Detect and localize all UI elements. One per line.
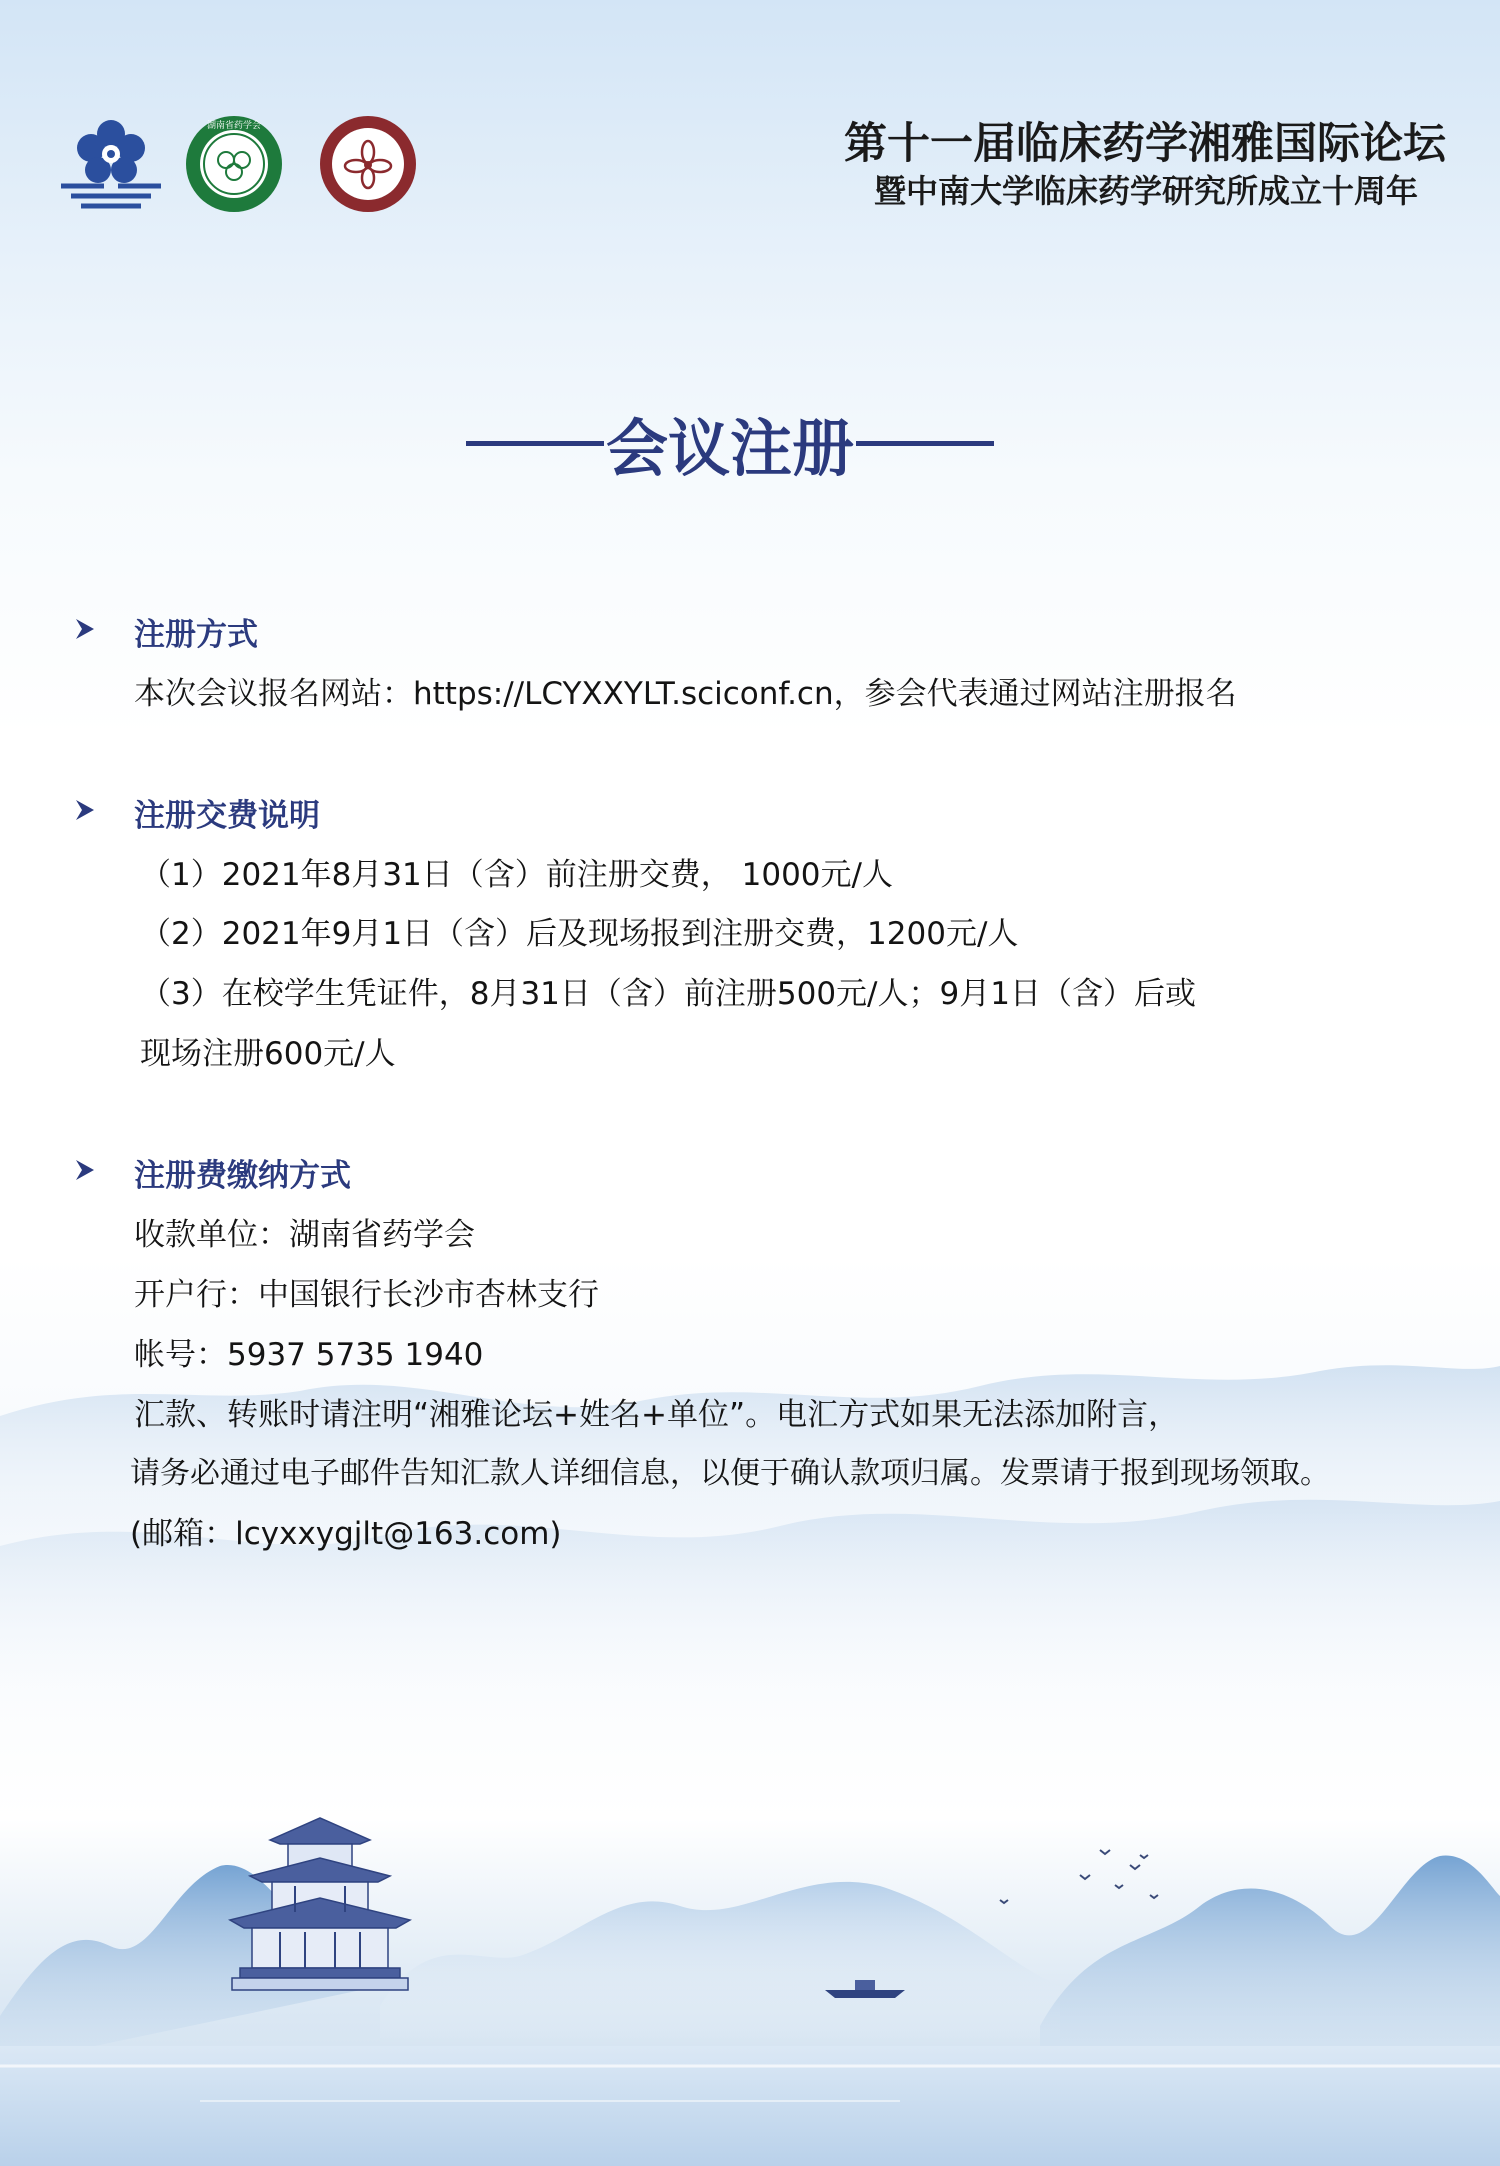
birds-icon: [980, 1840, 1180, 1930]
bank-line: 开户行：中国银行长沙市杏林支行: [134, 1277, 599, 1313]
logo-group: [56, 112, 426, 212]
email-address-line: (邮箱：lcyxxygjlt@163.com): [130, 1516, 562, 1552]
arrow-bullet-icon: [72, 616, 98, 642]
hunan-pharmaceutical-association-logo-icon: [184, 114, 284, 214]
title-dash-left: [466, 441, 604, 446]
fee-line-4: 现场注册600元/人: [140, 1036, 396, 1072]
fee-line-1: （1）2021年8月31日（含）前注册交费， 1000元/人: [140, 857, 893, 893]
email-instruction-line: 请务必通过电子邮件告知汇款人详细信息，以便于确认款项归属。发票请于报到现场领取。: [130, 1456, 1330, 1491]
arrow-bullet-icon: [72, 797, 98, 823]
registration-website-line: 本次会议报名网站：https://LCYXXYLT.sciconf.cn，参会代表通过网站注册报名: [134, 676, 1237, 712]
title-dash-right: [856, 441, 994, 446]
page-title-block: [0, 398, 1460, 488]
fee-line-2: （2）2021年9月1日（含）后及现场报到注册交费，1200元/人: [140, 916, 1019, 952]
flower-logo-icon: [56, 112, 166, 212]
conference-subtitle: 暨中南大学临床药学研究所成立十周年: [873, 172, 1418, 210]
payee-line: 收款单位：湖南省药学会: [134, 1217, 475, 1253]
clinical-pharmacy-seal-logo-icon: [318, 114, 418, 214]
section-heading-registration-method: 注册方式: [134, 617, 258, 653]
page-title: 会议注册: [605, 411, 854, 485]
remittance-note-line: 汇款、转账时请注明“湘雅论坛+姓名+单位”。电汇方式如果无法添加附言，: [134, 1397, 1180, 1433]
arrow-bullet-icon: [72, 1157, 98, 1183]
pavilion-tower-icon: [210, 1810, 430, 2020]
section-heading-fee-description: 注册交费说明: [134, 798, 320, 834]
boat-icon: [820, 1970, 910, 2000]
account-number-line: 帐号：5937 5735 1940: [134, 1337, 484, 1373]
section-heading-payment-method: 注册费缴纳方式: [134, 1158, 351, 1194]
logo-2-text: 湖南省药学会: [206, 121, 262, 131]
fee-line-3: （3）在校学生凭证件，8月31日（含）前注册500元/人；9月1日（含）后或: [140, 976, 1196, 1012]
conference-title: 第十一届临床药学湘雅国际论坛: [844, 119, 1446, 169]
